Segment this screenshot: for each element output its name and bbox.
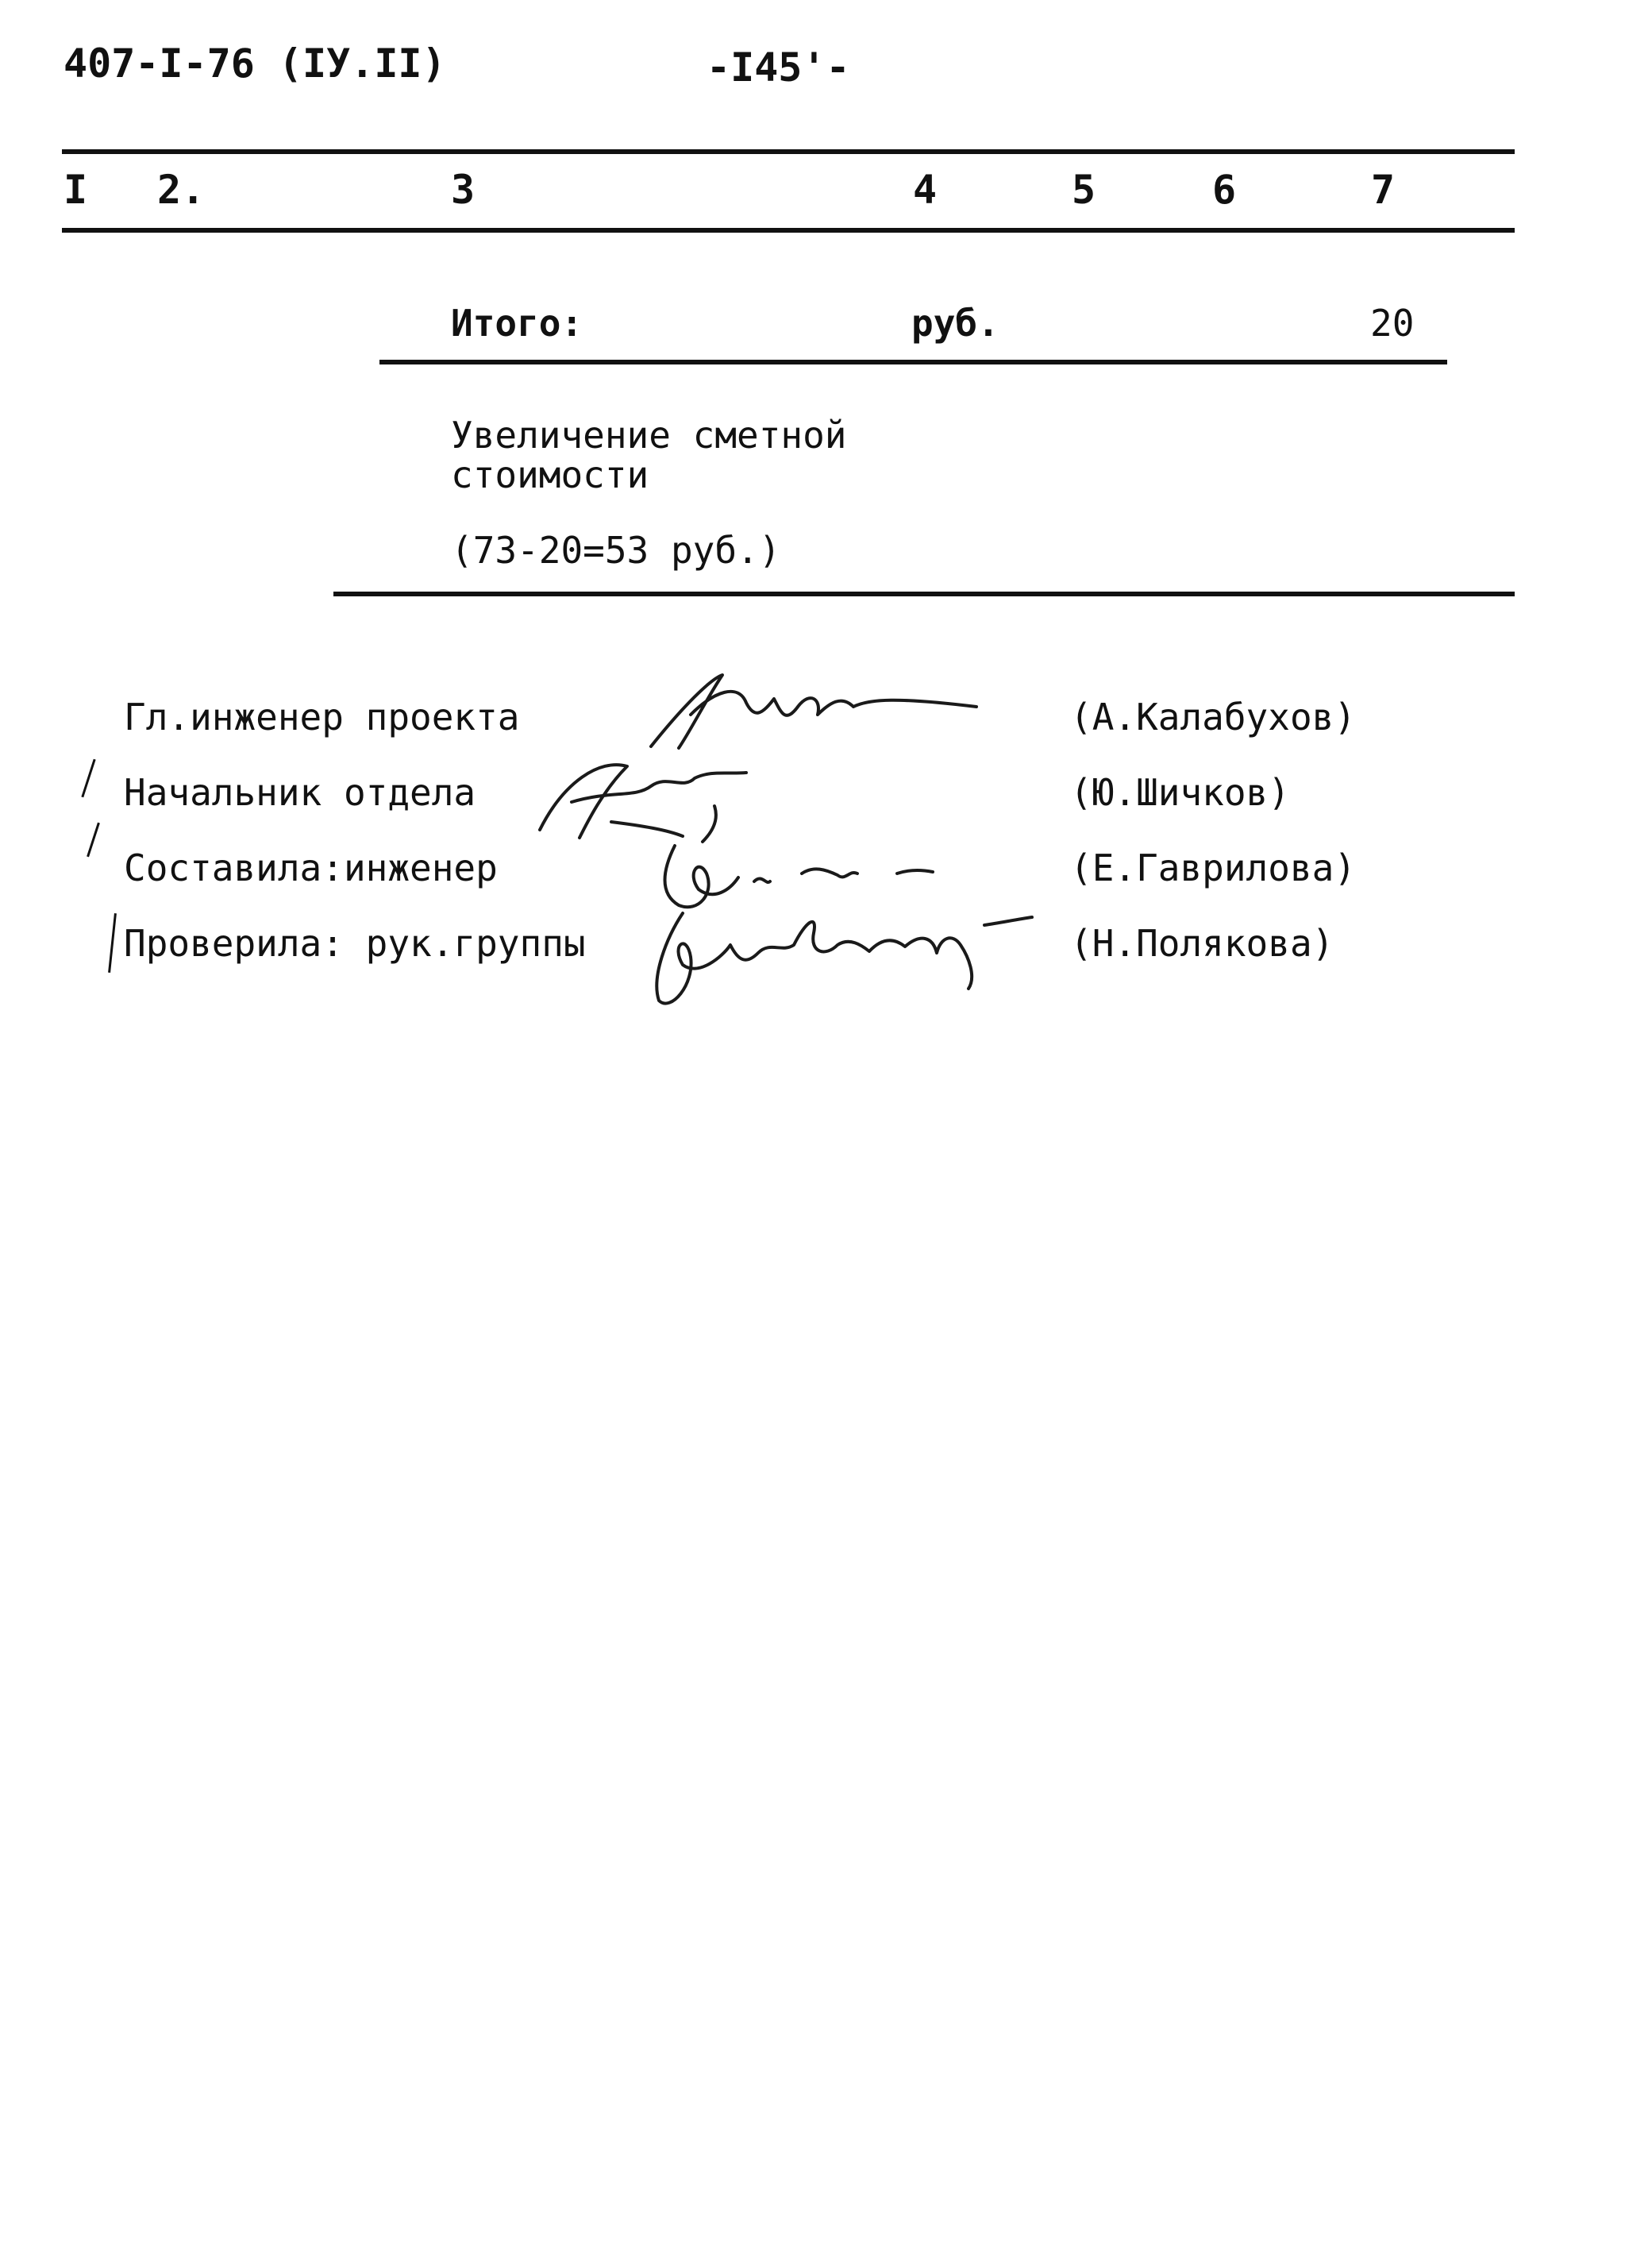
column-header-4: 4 [913,167,938,213]
increase-calculation: (73-20=53 руб.) [451,529,781,572]
signer-name-chief-engineer: (А.Калабухов) [1070,696,1357,739]
total-unit: руб. [911,302,999,345]
signature-checker [635,889,1080,1016]
column-header-3: 3 [451,167,476,213]
total-value: 20 [1370,302,1415,345]
column-header-2: 2. [157,167,206,213]
column-header-1: I [64,167,88,213]
document-code: 407-I-76 (IУ.II) [64,40,446,87]
margin-mark [81,759,95,797]
signer-role-department-head: Начальник отдела [124,771,476,814]
signer-name-checker: (Н.Полякова) [1070,922,1334,965]
signer-name-compiler: (Е.Гаврилова) [1070,846,1357,889]
signer-role-compiler: Составила:инженер [124,846,498,889]
signer-role-checker: Проверила: рук.группы [124,922,586,965]
column-header-5: 5 [1072,167,1096,213]
column-header-6: 6 [1212,167,1237,213]
total-label: Итого: [451,302,583,345]
signer-role-chief-engineer: Гл.инженер проекта [124,696,520,739]
signer-name-department-head: (Ю.Шичков) [1070,771,1290,814]
increase-label-line1: Увеличение сметной [451,414,847,457]
margin-mark [108,913,117,973]
increase-label-line2: стоимости [451,453,649,496]
column-header-7: 7 [1371,167,1396,213]
table-header-bottom-rule [62,228,1515,233]
margin-mark [87,823,100,858]
page-number: -I45'- [707,44,850,91]
table-top-rule [62,149,1515,154]
increase-underline [333,592,1515,596]
total-underline [379,360,1447,364]
